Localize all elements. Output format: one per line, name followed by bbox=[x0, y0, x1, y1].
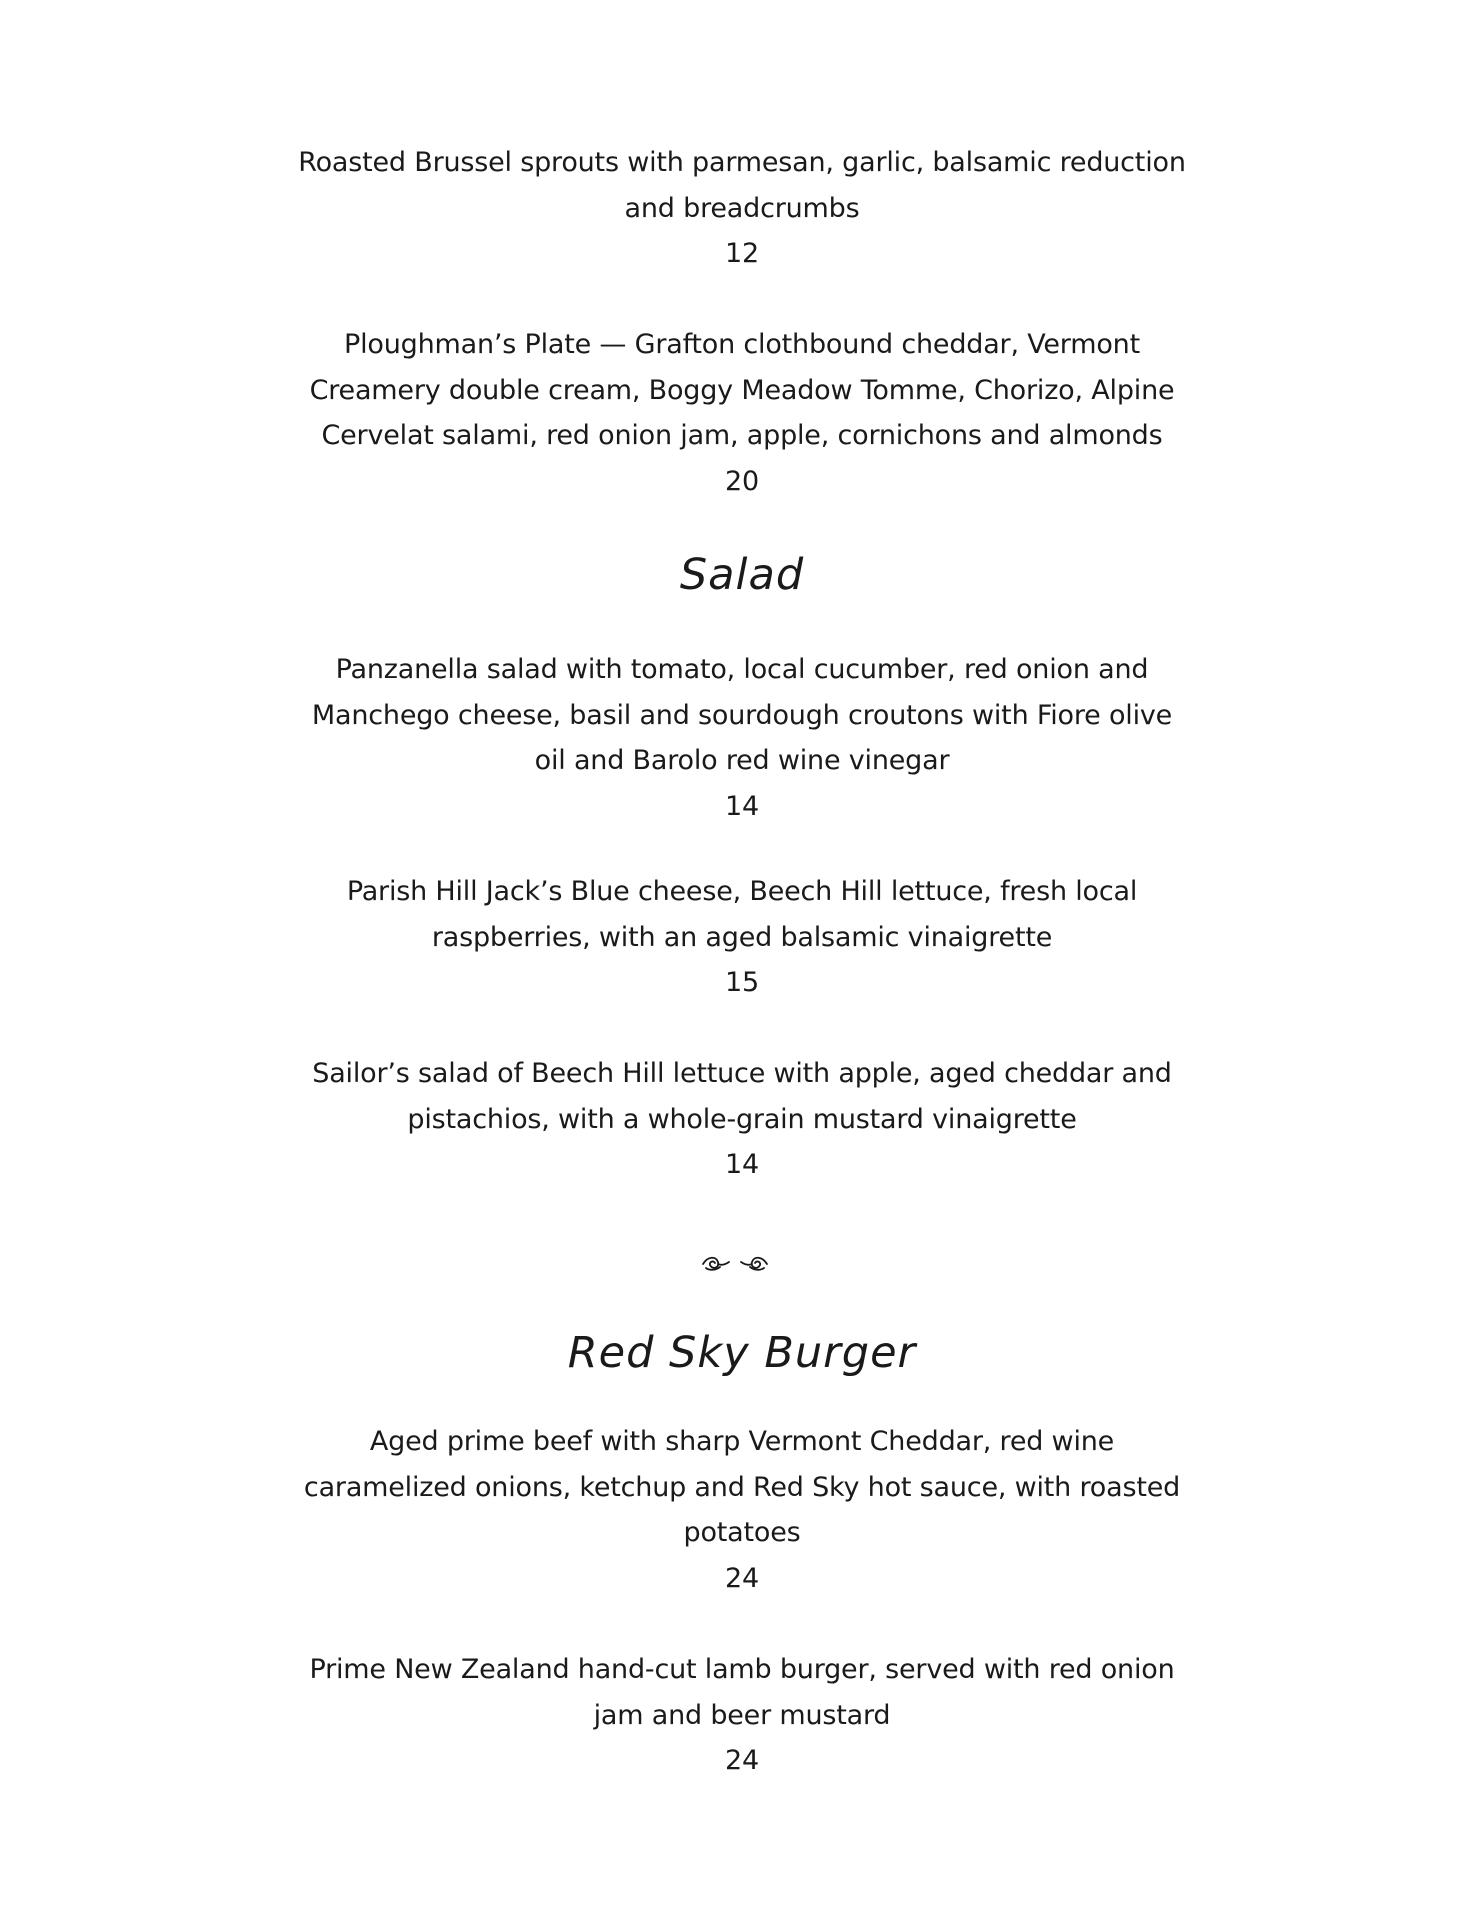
item-price: 20 bbox=[725, 465, 759, 497]
item-description: Parish Hill Jack’s Blue cheese, Beech Hill lettuce, fresh local raspberries, with an aged balsamic vinaigrette bbox=[346, 876, 1138, 953]
item-price: 14 bbox=[725, 1149, 759, 1180]
section-title-red-sky-burger: Red Sky Burger bbox=[567, 1328, 917, 1378]
item-description: Prime New Zealand hand-cut lamb burger, served with red onion jam and beer mustard bbox=[309, 1654, 1175, 1731]
menu-item-parish-hill-salad bbox=[0, 869, 1484, 1006]
section-title-salad: Salad bbox=[679, 550, 805, 600]
menu-item-brussel-sprouts bbox=[0, 140, 1484, 277]
item-description: Aged prime beef with sharp Vermont Cheddar, red wine caramelized onions, ketchup and Red Sky hot sauce, with roasted potatoes bbox=[303, 1426, 1181, 1548]
item-description: Roasted Brussel sprouts with parmesan, garlic, balsamic reduction and breadcrumbs bbox=[298, 147, 1186, 224]
item-price: 12 bbox=[725, 238, 759, 269]
item-description: Panzanella salad with tomato, local cucumber, red onion and Manchego cheese, basil and sourdough croutons with Fiore olive oil and Barolo red wine vinegar bbox=[311, 654, 1173, 776]
menu-item-aged-prime-beef-burger bbox=[0, 1419, 1484, 1601]
fleuron-divider-icon bbox=[700, 1252, 770, 1276]
menu-item-sailors-salad bbox=[0, 1051, 1484, 1188]
menu-item-ploughmans-plate bbox=[0, 322, 1484, 504]
menu-item-lamb-burger bbox=[0, 1647, 1484, 1784]
item-price: 24 bbox=[725, 1745, 759, 1776]
item-description: Ploughman’s Plate — Grafton clothbound cheddar, Vermont Creamery double cream, Boggy Meadow Tomme, Chorizo, Alpine Cervelat salami, red onion jam, apple, cornichons and almonds bbox=[309, 329, 1175, 451]
item-description: Sailor’s salad of Beech Hill lettuce with apple, aged cheddar and pistachios, with a whole-grain mustard vinaigrette bbox=[312, 1058, 1172, 1135]
item-price: 15 bbox=[725, 967, 759, 998]
item-price: 24 bbox=[725, 1562, 759, 1594]
menu-item-panzanella-salad bbox=[0, 647, 1484, 829]
item-price: 14 bbox=[725, 790, 759, 822]
